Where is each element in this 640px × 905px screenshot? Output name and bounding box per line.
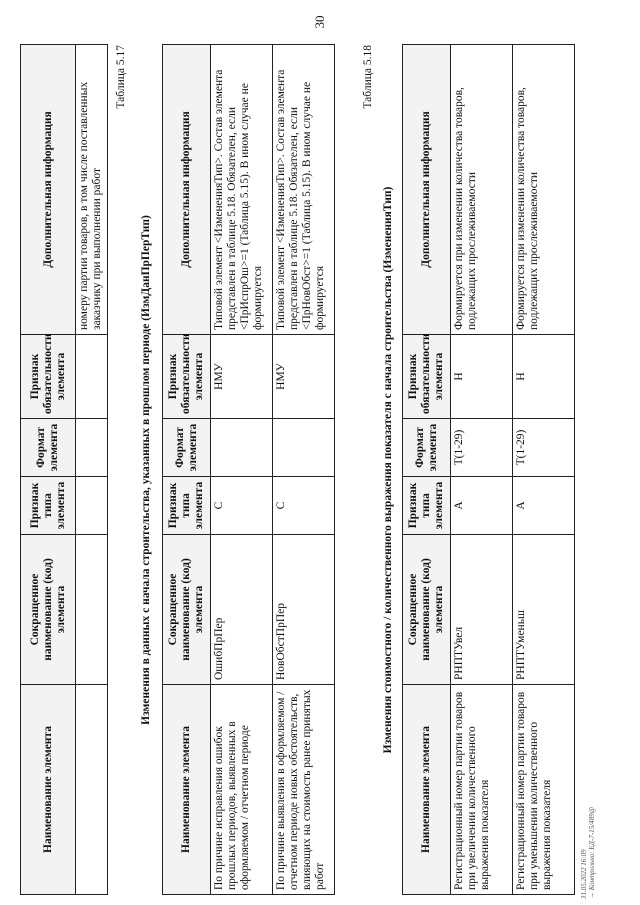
- table-row: [513, 45, 575, 895]
- column-header: Признак обязательности элемента: [21, 335, 76, 419]
- stamp-reference: → Контрольно: ЕД-7-15/489@: [588, 806, 596, 899]
- cell: С: [211, 477, 273, 535]
- column-header: Наименование элемента: [403, 685, 451, 895]
- cell: [76, 477, 108, 535]
- cell: номеру партии товаров, в том числе поставленных заказчику при выполнении работ: [76, 45, 108, 335]
- cell: [76, 419, 108, 477]
- document-stamp: [580, 699, 596, 899]
- page-number: 30: [312, 15, 327, 29]
- column-header: Признак типа элемента: [21, 477, 76, 535]
- cell: РНПТУменьш: [513, 535, 575, 685]
- cell: РНПТУвел: [451, 535, 513, 685]
- cell: С: [273, 477, 335, 535]
- cell: По причине выявления в оформляемом / отчетном периоде новых обстоятельств, влияющих на стоимость ранее принятых работ: [273, 685, 335, 895]
- stamp-date: 31.05.2022 16:09: [580, 849, 588, 899]
- column-header: Признак типа элемента: [403, 477, 451, 535]
- table-row: [76, 45, 108, 895]
- cell: НМУ: [273, 335, 335, 419]
- column-header: Наименование элемента: [163, 685, 211, 895]
- cell: ОшибПрПер: [211, 535, 273, 685]
- rotated-page-content: [0, 35, 600, 905]
- cell: Т(1-29): [513, 419, 575, 477]
- cell: Н: [451, 335, 513, 419]
- cell: Формируется при изменении количества товаров, подлежащих прослеживаемости: [513, 45, 575, 335]
- column-header: Формат элемента: [403, 419, 451, 477]
- cell: [76, 335, 108, 419]
- cell: А: [513, 477, 575, 535]
- column-header: Признак обязательности элемента: [163, 335, 211, 419]
- cell: А: [451, 477, 513, 535]
- column-header: Признак обязательности элемента: [403, 335, 451, 419]
- cell: [76, 685, 108, 895]
- column-header: Формат элемента: [163, 419, 211, 477]
- column-header: Дополнительная информация: [21, 45, 76, 335]
- table-row: [451, 45, 513, 895]
- cell: Типовой элемент <ИзмененияТип>. Состав элемента представлен в таблице 5.18. Обязателен, если <ПрНовОбст>=1 (Таблица 5.15). В ином случае не формируется: [273, 45, 335, 335]
- cell: Регистрационный номер партии товаров при увеличении количественного выражения показателя: [451, 685, 513, 895]
- column-header: Дополнительная информация: [403, 45, 451, 335]
- column-header: Дополнительная информация: [163, 45, 211, 335]
- column-header: Формат элемента: [21, 419, 76, 477]
- table-5-18: [402, 44, 575, 895]
- cell: Т(1-29): [451, 419, 513, 477]
- cell: Регистрационный номер партии товаров при уменьшении количественного выражения показателя: [513, 685, 575, 895]
- table-5-17: [162, 44, 335, 895]
- cell: Формируется при изменении количества товаров, подлежащих прослеживаемости: [451, 45, 513, 335]
- table-continuation: [20, 44, 108, 895]
- column-header: Наименование элемента: [21, 685, 76, 895]
- table-caption: Таблица 5.18: [362, 45, 374, 109]
- table-caption: Таблица 5.17: [115, 45, 127, 109]
- cell: По причине исправления ошибок прошлых периодов, выявленных в оформляемом / отчетном периоде: [211, 685, 273, 895]
- cell: Н: [513, 335, 575, 419]
- cell: НовОбстПрПер: [273, 535, 335, 685]
- cell: НМУ: [211, 335, 273, 419]
- column-header: Сокращенное наименование (код) элемента: [21, 535, 76, 685]
- table-row: [273, 45, 335, 895]
- column-header: Сокращенное наименование (код) элемента: [163, 535, 211, 685]
- cell: [273, 419, 335, 477]
- table-row: [211, 45, 273, 895]
- table-heading: Изменения в данных с начала строительства, указанных в прошлом периоде (ИзмДанПрПерТип): [140, 215, 152, 725]
- cell: [76, 535, 108, 685]
- table-heading: Изменения стоимостного / количественного выражения показателя с начала строительства (ИзмененияТип): [382, 186, 394, 754]
- column-header: Сокращенное наименование (код) элемента: [403, 535, 451, 685]
- column-header: Признак типа элемента: [163, 477, 211, 535]
- cell: Типовой элемент <ИзмененияТип>. Состав элемента представлен в таблице 5.18. Обязателен, если <ПрИспрОш>=1 (Таблица 5.15). В ином случае не формируется: [211, 45, 273, 335]
- cell: [211, 419, 273, 477]
